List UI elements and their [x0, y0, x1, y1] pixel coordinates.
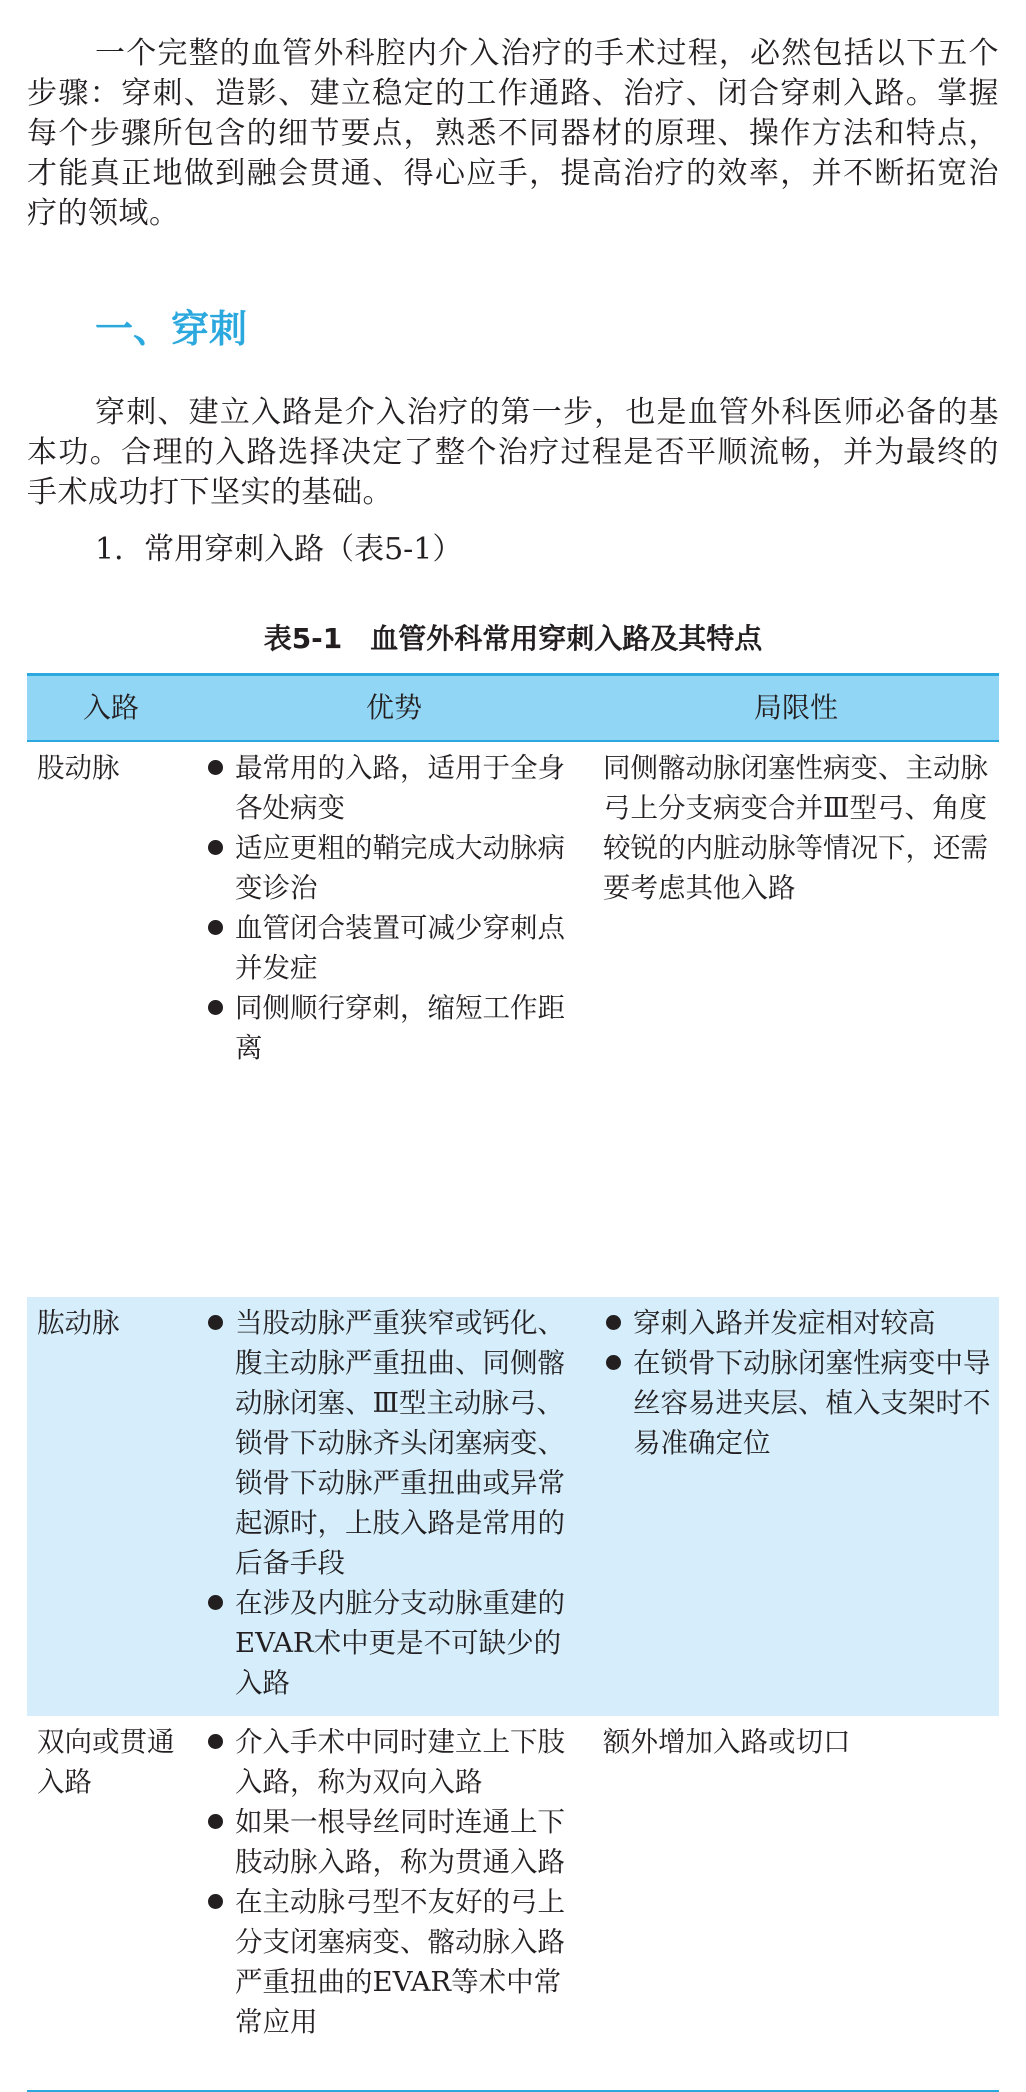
access-routes-table	[27, 673, 999, 2092]
header-access: 入路	[27, 675, 195, 742]
limitations-cell	[593, 741, 999, 1297]
advantages-list	[205, 1722, 585, 2042]
table-row	[27, 1297, 999, 1716]
limitations-list	[603, 1303, 991, 1463]
list-item: 同侧顺行穿刺，缩短工作距离	[205, 988, 585, 1068]
table-caption: 表5-1 血管外科常用穿刺入路及其特点	[263, 622, 763, 655]
advantages-cell	[195, 1716, 593, 2091]
list-item-access-routes: 1．常用穿刺入路（表5-1）	[95, 532, 463, 567]
intro-paragraph: 一个完整的血管外科腔内介入治疗的手术过程，必然包括以下五个步骤：穿刺、造影、建立稳定的工作通路、治疗、闭合穿刺入路。掌握每个步骤所包含的细节要点，熟悉不同器材的原理、操作方法和特点，才能真正地做到融会贯通、得心应手，提高治疗的效率，并不断拓宽治疗的领域。	[27, 36, 999, 231]
limitations-text: 同侧髂动脉闭塞性病变、主动脉弓上分支病变合并Ⅲ型弓、角度较锐的内脏动脉等情况下，还需要考虑其他入路	[603, 752, 988, 904]
header-advantages: 优势	[195, 675, 593, 742]
list-item: 在主动脉弓型不友好的弓上分支闭塞病变、髂动脉入路严重扭曲的EVAR等术中常常应用	[205, 1882, 585, 2042]
list-item: 如果一根导丝同时连通上下肢动脉入路，称为贯通入路	[205, 1802, 585, 1882]
section-heading: 一、穿刺	[95, 307, 248, 351]
advantages-cell	[195, 1297, 593, 1716]
header-limitations: 局限性	[593, 675, 999, 742]
table-header-row	[27, 675, 999, 742]
advantages-list	[205, 748, 585, 1068]
list-item: 当股动脉严重狭窄或钙化、腹主动脉严重扭曲、同侧髂动脉闭塞、Ⅲ型主动脉弓、锁骨下动脉齐头闭塞病变、锁骨下动脉严重扭曲或异常起源时，上肢入路是常用的后备手段	[205, 1303, 585, 1583]
list-item: 介入手术中同时建立上下肢入路，称为双向入路	[205, 1722, 585, 1802]
access-cell	[27, 741, 195, 1297]
table-row	[27, 741, 999, 1297]
access-name: 股动脉	[37, 752, 120, 784]
limitations-cell	[593, 1297, 999, 1716]
advantages-cell	[195, 741, 593, 1297]
list-item: 在涉及内脏分支动脉重建的EVAR术中更是不可缺少的入路	[205, 1583, 585, 1703]
section-paragraph: 穿刺、建立入路是介入治疗的第一步，也是血管外科医师必备的基本功。合理的入路选择决定了整个治疗过程是否平顺流畅，并为最终的手术成功打下坚实的基础。	[27, 395, 999, 510]
list-item: 最常用的入路，适用于全身各处病变	[205, 748, 585, 828]
limitations-cell	[593, 1716, 999, 2091]
list-item: 适应更粗的鞘完成大动脉病变诊治	[205, 828, 585, 908]
list-item: 血管闭合装置可减少穿刺点并发症	[205, 908, 585, 988]
list-item: 穿刺入路并发症相对较高	[603, 1303, 991, 1343]
access-name: 双向或贯通入路	[37, 1726, 175, 1798]
access-cell	[27, 1297, 195, 1716]
access-cell	[27, 1716, 195, 2091]
advantages-list	[205, 1303, 585, 1703]
access-name: 肱动脉	[37, 1307, 120, 1339]
table-row	[27, 1716, 999, 2091]
list-item: 在锁骨下动脉闭塞性病变中导丝容易进夹层、植入支架时不易准确定位	[603, 1343, 991, 1463]
limitations-text: 额外增加入路或切口	[603, 1726, 851, 1758]
